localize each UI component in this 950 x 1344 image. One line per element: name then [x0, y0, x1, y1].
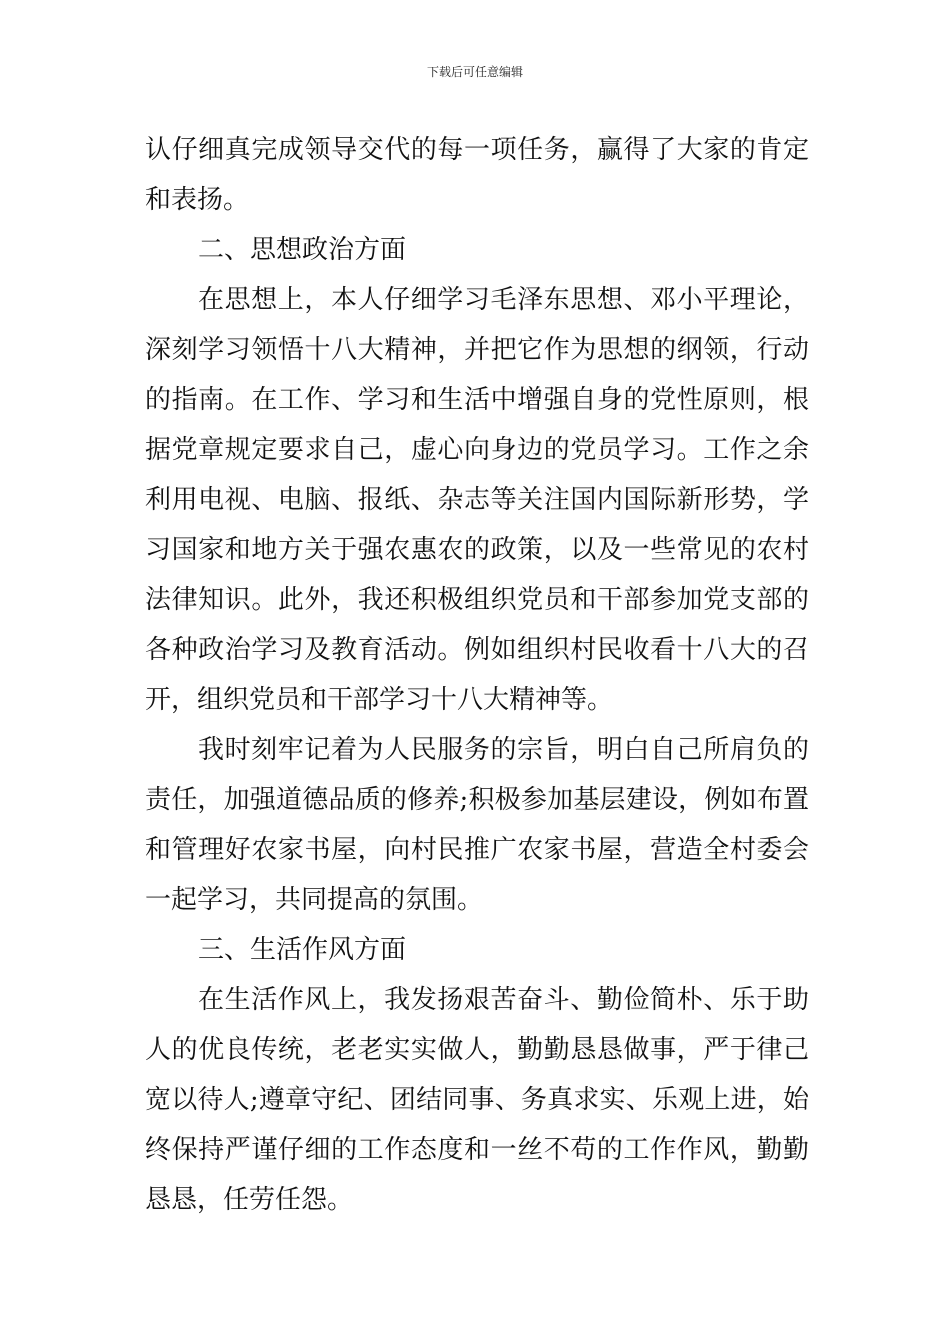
text-line: 据党章规定要求自己，虚心向身边的党员学习。工作之余 — [145, 435, 809, 465]
text-line: 开，组织党员和干部学习十八大精神等。 — [145, 685, 614, 715]
section-heading: 二、思想政治方面 — [198, 235, 407, 265]
text-line: 人的优良传统，老老实实做人，勤勤恳恳做事，严于律己 — [145, 1035, 809, 1065]
text-line: 法律知识。此外，我还积极组织党员和干部参加党支部的 — [145, 585, 809, 615]
text-line: 利用电视、电脑、报纸、杂志等关注国内国际新形势，学 — [145, 485, 809, 515]
document-body — [145, 125, 809, 1225]
text-line: 深刻学习领悟十八大精神，并把它作为思想的纲领，行动 — [145, 335, 809, 365]
text-line: 恳恳，任劳任怨。 — [145, 1185, 354, 1215]
text-line: 责任，加强道德品质的修养;积极参加基层建设，例如布置 — [145, 785, 809, 815]
section-heading: 三、生活作风方面 — [198, 935, 407, 965]
header-note: 下载后可任意编辑 — [426, 65, 523, 79]
text-line: 在生活作风上，我发扬艰苦奋斗、勤俭简朴、乐于助 — [198, 985, 809, 1015]
text-line: 宽以待人;遵章守纪、团结同事、务真求实、乐观上进，始 — [145, 1085, 809, 1115]
text-line: 和管理好农家书屋，向村民推广农家书屋，营造全村委会 — [145, 835, 809, 865]
text-line: 认仔细真完成领导交代的每一项任务，赢得了大家的肯定 — [145, 135, 809, 165]
text-line: 一起学习，共同提高的氛围。 — [145, 885, 484, 915]
text-line: 习国家和地方关于强农惠农的政策，以及一些常见的农村 — [145, 535, 809, 565]
text-line: 在思想上，本人仔细学习毛泽东思想、邓小平理论， — [198, 285, 809, 315]
text-line: 我时刻牢记着为人民服务的宗旨，明白自己所肩负的 — [198, 735, 809, 765]
text-line: 的指南。在工作、学习和生活中增强自身的党性原则，根 — [145, 385, 809, 415]
text-line: 和表扬。 — [145, 185, 250, 215]
text-line: 各种政治学习及教育活动。例如组织村民收看十八大的召 — [145, 635, 809, 665]
text-line: 终保持严谨仔细的工作态度和一丝不苟的工作作风，勤勤 — [145, 1135, 809, 1165]
